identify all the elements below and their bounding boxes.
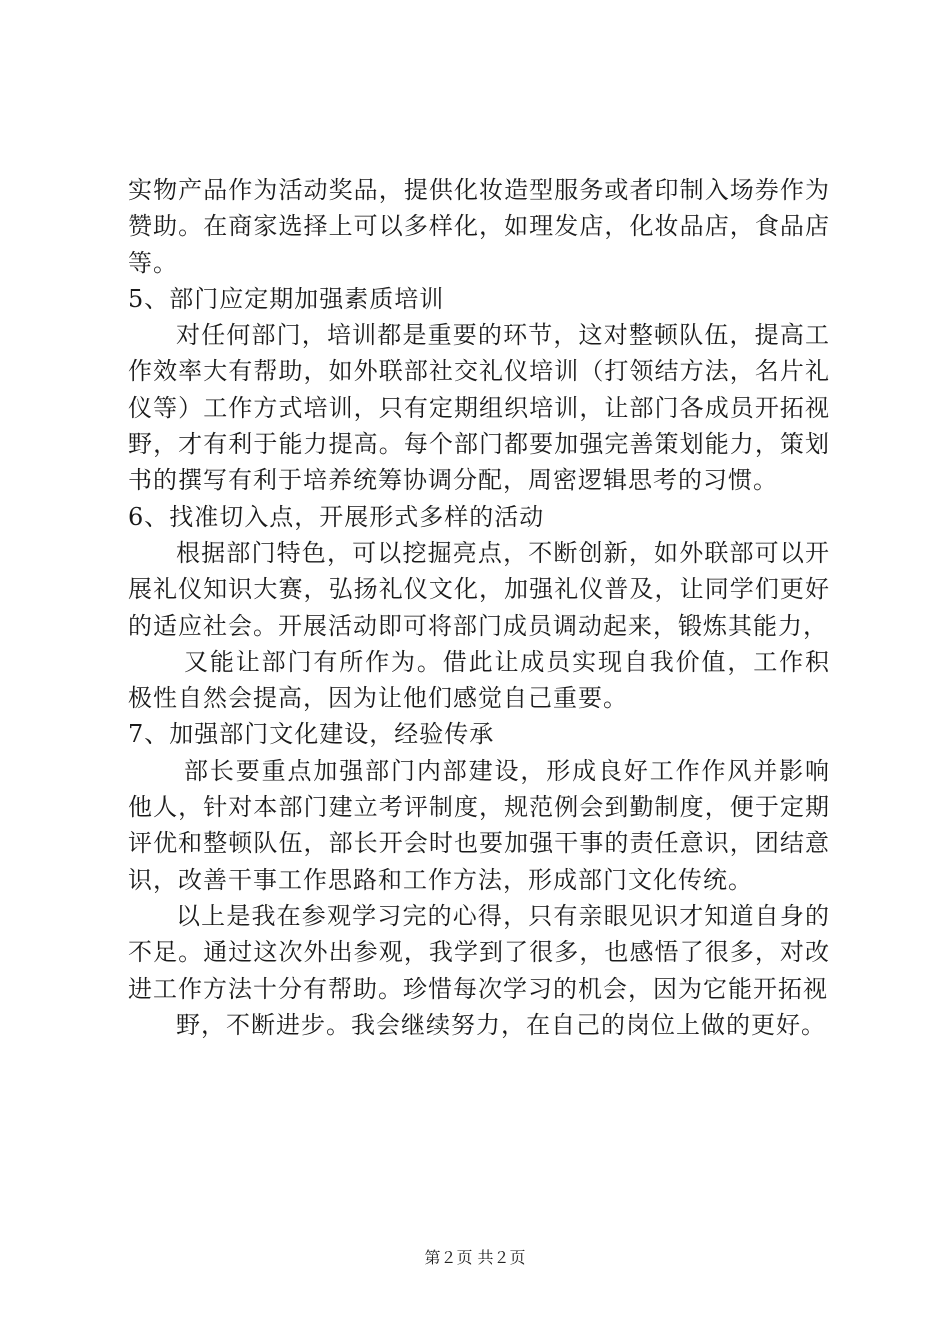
paragraph-closing: 野，不断进步。我会继续努力，在自己的岗位上做的更好。 [176,1010,826,1039]
paragraph-training: 对任何部门，培训都是重要的环节，这对整顿队伍，提高工作效率大有帮助，如外联部社交礼仪培训（打领结方法，名片礼仪等）工作方式培训，只有定期组织培训，让部门各成员开拓视野，才有利于能力提高。每个部门都要加强完善策划能力，策划书的撰写有利于培养统筹协调分配，周密逻辑思考的习惯。 [128,321,830,495]
paragraph-activities-continued: 又能让部门有所作为。借此让成员实现自我价值，工作积极性自然会提高，因为让他们感觉自己重要。 [128,647,830,713]
document-body [128,172,830,1043]
paragraph-continuation: 实物产品作为活动奖品，提供化妆造型服务或者印制入场券作为赞助。在商家选择上可以多样化，如理发店，化妆品店，食品店等。 [128,176,830,277]
page-number-footer: 第２页 共２页 [424,1248,526,1267]
section-heading-7: 7、加强部门文化建设，经验传承 [128,720,495,749]
section-heading-5: 5、部门应定期加强素质培训 [128,284,445,313]
paragraph-activities: 根据部门特色，可以挖掘亮点，不断创新，如外联部可以开展礼仪知识大赛，弘扬礼仪文化，加强礼仪普及，让同学们更好的适应社会。开展活动即可将部门成员调动起来，锻炼其能力， [128,538,830,640]
section-heading-6: 6、找准切入点，开展形式多样的活动 [128,502,545,531]
paragraph-culture: 部长要重点加强部门内部建设，形成良好工作作风并影响他人，针对本部门建立考评制度，规范例会到勤制度，便于定期评优和整顿队伍，部长开会时也要加强干事的责任意识，团结意识，改善干事工作思路和工作方法，形成部门文化传统。 [128,756,830,894]
paragraph-conclusion: 以上是我在参观学习完的心得，只有亲眼见识才知道自身的不足。通过这次外出参观，我学到了很多，也感悟了很多，对改进工作方法十分有帮助。珍惜每次学习的机会，因为它能开拓视 [128,901,830,1003]
